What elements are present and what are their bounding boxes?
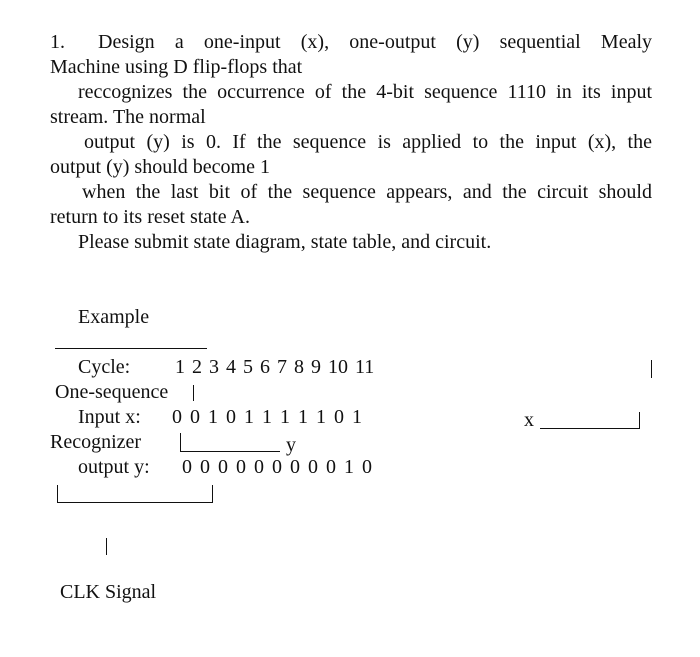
output-values: 0 0 0 0 0 0 0 0 0 1 0	[182, 456, 372, 478]
problem-line-5: output (y) is 0. If the sequence is applied to the input (x), the	[84, 131, 652, 153]
y-label: y	[286, 434, 296, 456]
x-label: x	[524, 409, 534, 431]
problem-number: 1.	[50, 31, 65, 53]
right-tick-1	[651, 360, 652, 378]
one-sequence-tick	[193, 385, 194, 401]
input-values: 0 0 1 0 1 1 1 1 1 0 1	[172, 406, 362, 428]
output-label: output y:	[78, 456, 150, 478]
input-label: Input x:	[78, 406, 141, 428]
cycle-values: 1 2 3 4 5 6 7 8 9 10 11	[175, 356, 375, 378]
bottom-bracket-left	[57, 485, 58, 502]
top-divider	[55, 348, 207, 349]
problem-line-2: Machine using D flip-flops that	[50, 56, 303, 78]
problem-line-7: when the last bit of the sequence appears, and the circuit should	[82, 181, 652, 203]
problem-line-8: return to its reset state A.	[50, 206, 250, 228]
bottom-bracket-right	[212, 485, 213, 502]
bottom-bracket-line	[57, 502, 213, 503]
problem-line-9: Please submit state diagram, state table, and circuit.	[78, 231, 492, 253]
clk-label: CLK Signal	[60, 581, 157, 603]
recognizer-bracket-left	[180, 433, 181, 451]
x-line	[540, 428, 640, 429]
cycle-label: Cycle:	[78, 356, 131, 378]
clk-tick	[106, 538, 107, 555]
one-sequence-label: One-sequence	[55, 381, 169, 403]
recognizer-bracket-bottom	[180, 451, 280, 452]
problem-line-4: stream. The normal	[50, 106, 206, 128]
problem-line-3: reccognizes the occurrence of the 4-bit sequence 1110 in its input	[78, 81, 652, 103]
problem-line-6: output (y) should become 1	[50, 156, 270, 178]
example-title: Example	[78, 306, 150, 328]
recognizer-label: Recognizer	[50, 431, 142, 453]
x-line-end	[639, 412, 640, 429]
problem-line-1: Design a one-input (x), one-output (y) sequential Mealy	[98, 31, 652, 53]
